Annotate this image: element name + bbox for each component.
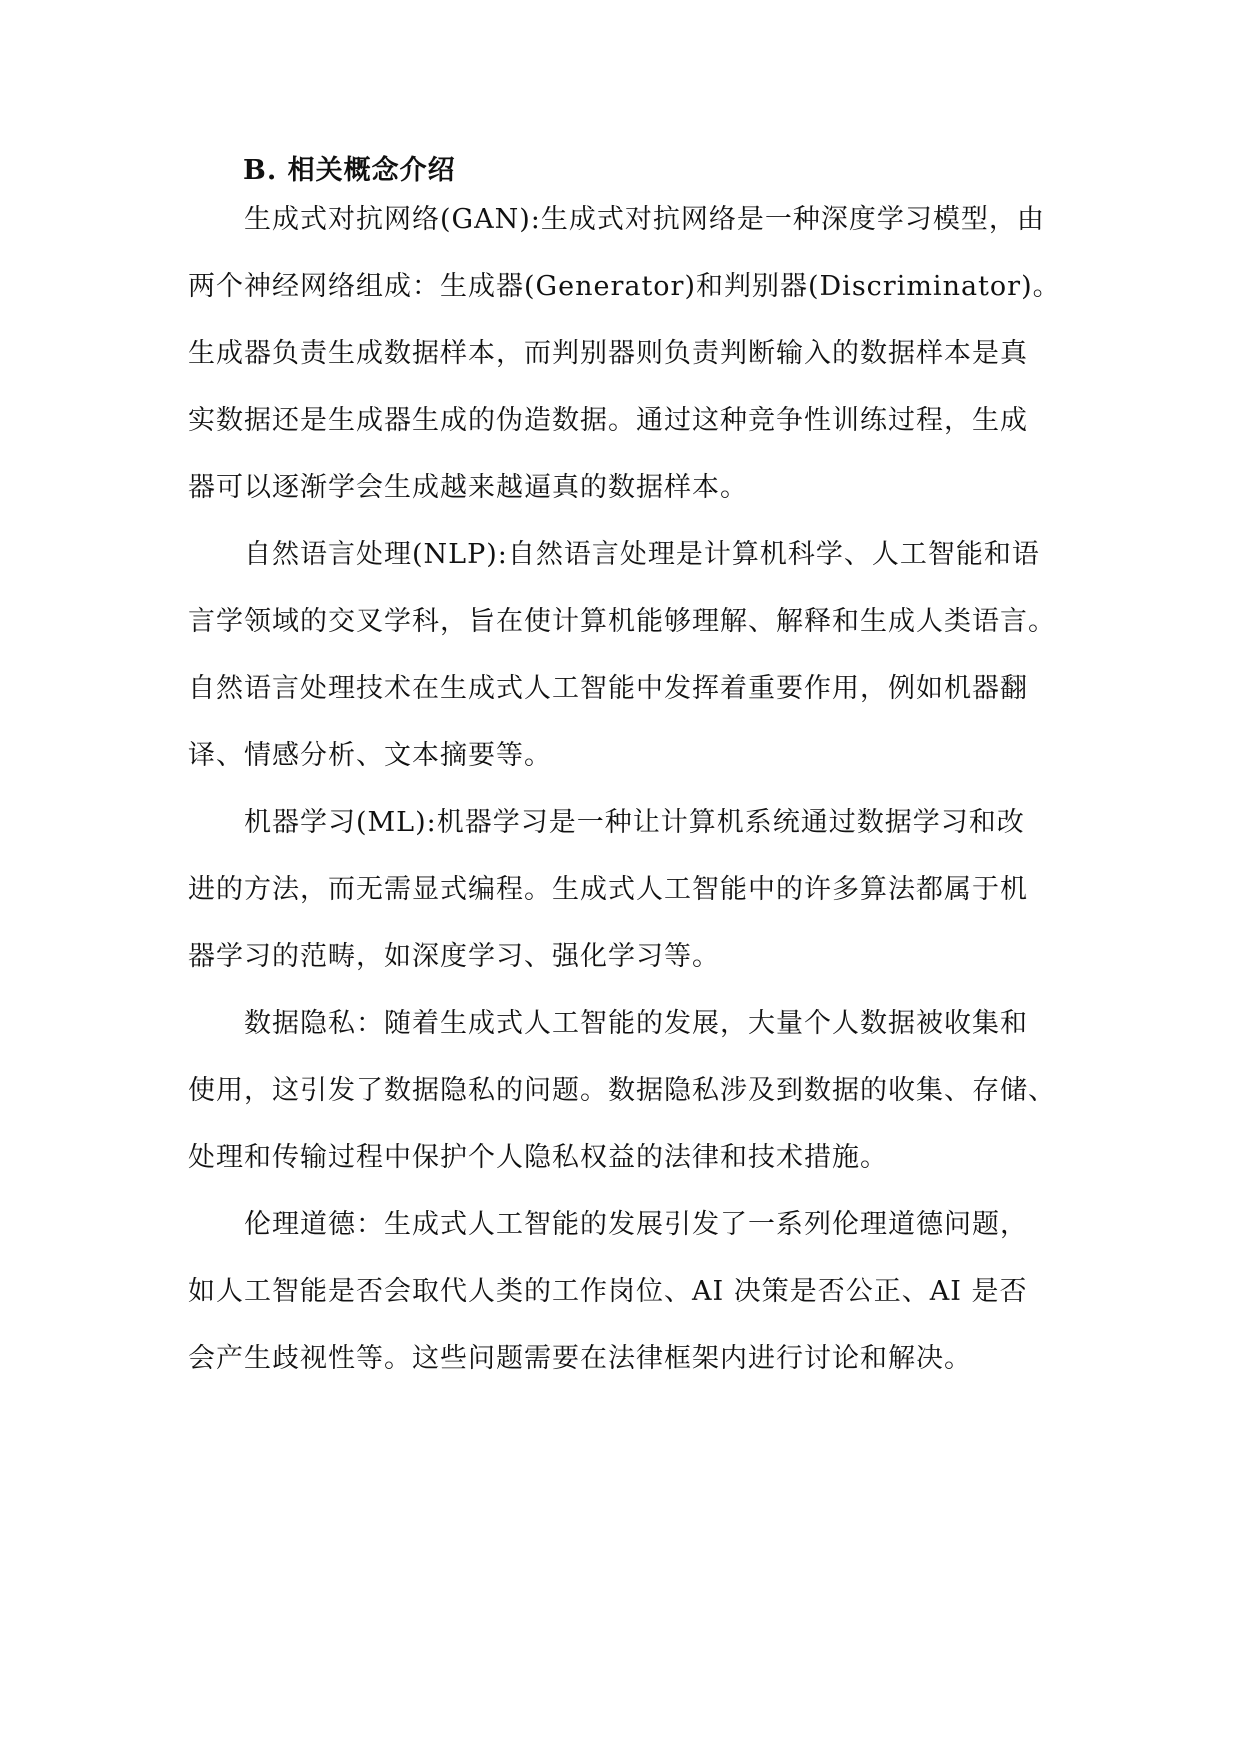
- paragraph-gan-line-2: 两个神经网络组成：生成器(Generator)和判别器(Discriminator)。: [188, 271, 1061, 302]
- paragraph-ethics-line-2: 如人工智能是否会取代人类的工作岗位、AI 决策是否公正、AI 是否: [188, 1276, 1028, 1307]
- paragraph-nlp-line-3: 自然语言处理技术在生成式人工智能中发挥着重要作用，例如机器翻: [188, 673, 1028, 704]
- paragraph-nlp-line-1: 自然语言处理(NLP):自然语言处理是计算机科学、人工智能和语: [244, 539, 1040, 570]
- paragraph-nlp-line-4: 译、情感分析、文本摘要等。: [188, 740, 552, 771]
- paragraph-ml-line-2: 进的方法，而无需显式编程。生成式人工智能中的许多算法都属于机: [188, 874, 1028, 905]
- paragraph-ethics-line-1: 伦理道德：生成式人工智能的发展引发了一系列伦理道德问题，: [244, 1209, 1028, 1240]
- paragraph-gan-line-3: 生成器负责生成数据样本，而判别器则负责判断输入的数据样本是真: [188, 338, 1028, 369]
- paragraph-privacy-line-1: 数据隐私：随着生成式人工智能的发展，大量个人数据被收集和: [244, 1008, 1028, 1039]
- paragraph-ml-line-3: 器学习的范畴，如深度学习、强化学习等。: [188, 941, 720, 972]
- paragraph-ml-line-1: 机器学习(ML):机器学习是一种让计算机系统通过数据学习和改: [244, 807, 1025, 838]
- paragraph-gan-line-1: 生成式对抗网络(GAN):生成式对抗网络是一种深度学习模型，由: [244, 204, 1045, 235]
- section-heading: B. 相关概念介绍: [243, 155, 456, 186]
- paragraph-gan-line-4: 实数据还是生成器生成的伪造数据。通过这种竞争性训练过程，生成: [188, 405, 1028, 436]
- paragraph-privacy-line-2: 使用，这引发了数据隐私的问题。数据隐私涉及到数据的收集、存储、: [188, 1075, 1056, 1106]
- paragraph-nlp-line-2: 言学领域的交叉学科，旨在使计算机能够理解、解释和生成人类语言。: [188, 606, 1056, 637]
- paragraph-gan-line-5: 器可以逐渐学会生成越来越逼真的数据样本。: [188, 472, 748, 503]
- paragraph-privacy-line-3: 处理和传输过程中保护个人隐私权益的法律和技术措施。: [188, 1142, 888, 1173]
- paragraph-ethics-line-3: 会产生歧视性等。这些问题需要在法律框架内进行讨论和解决。: [188, 1343, 972, 1374]
